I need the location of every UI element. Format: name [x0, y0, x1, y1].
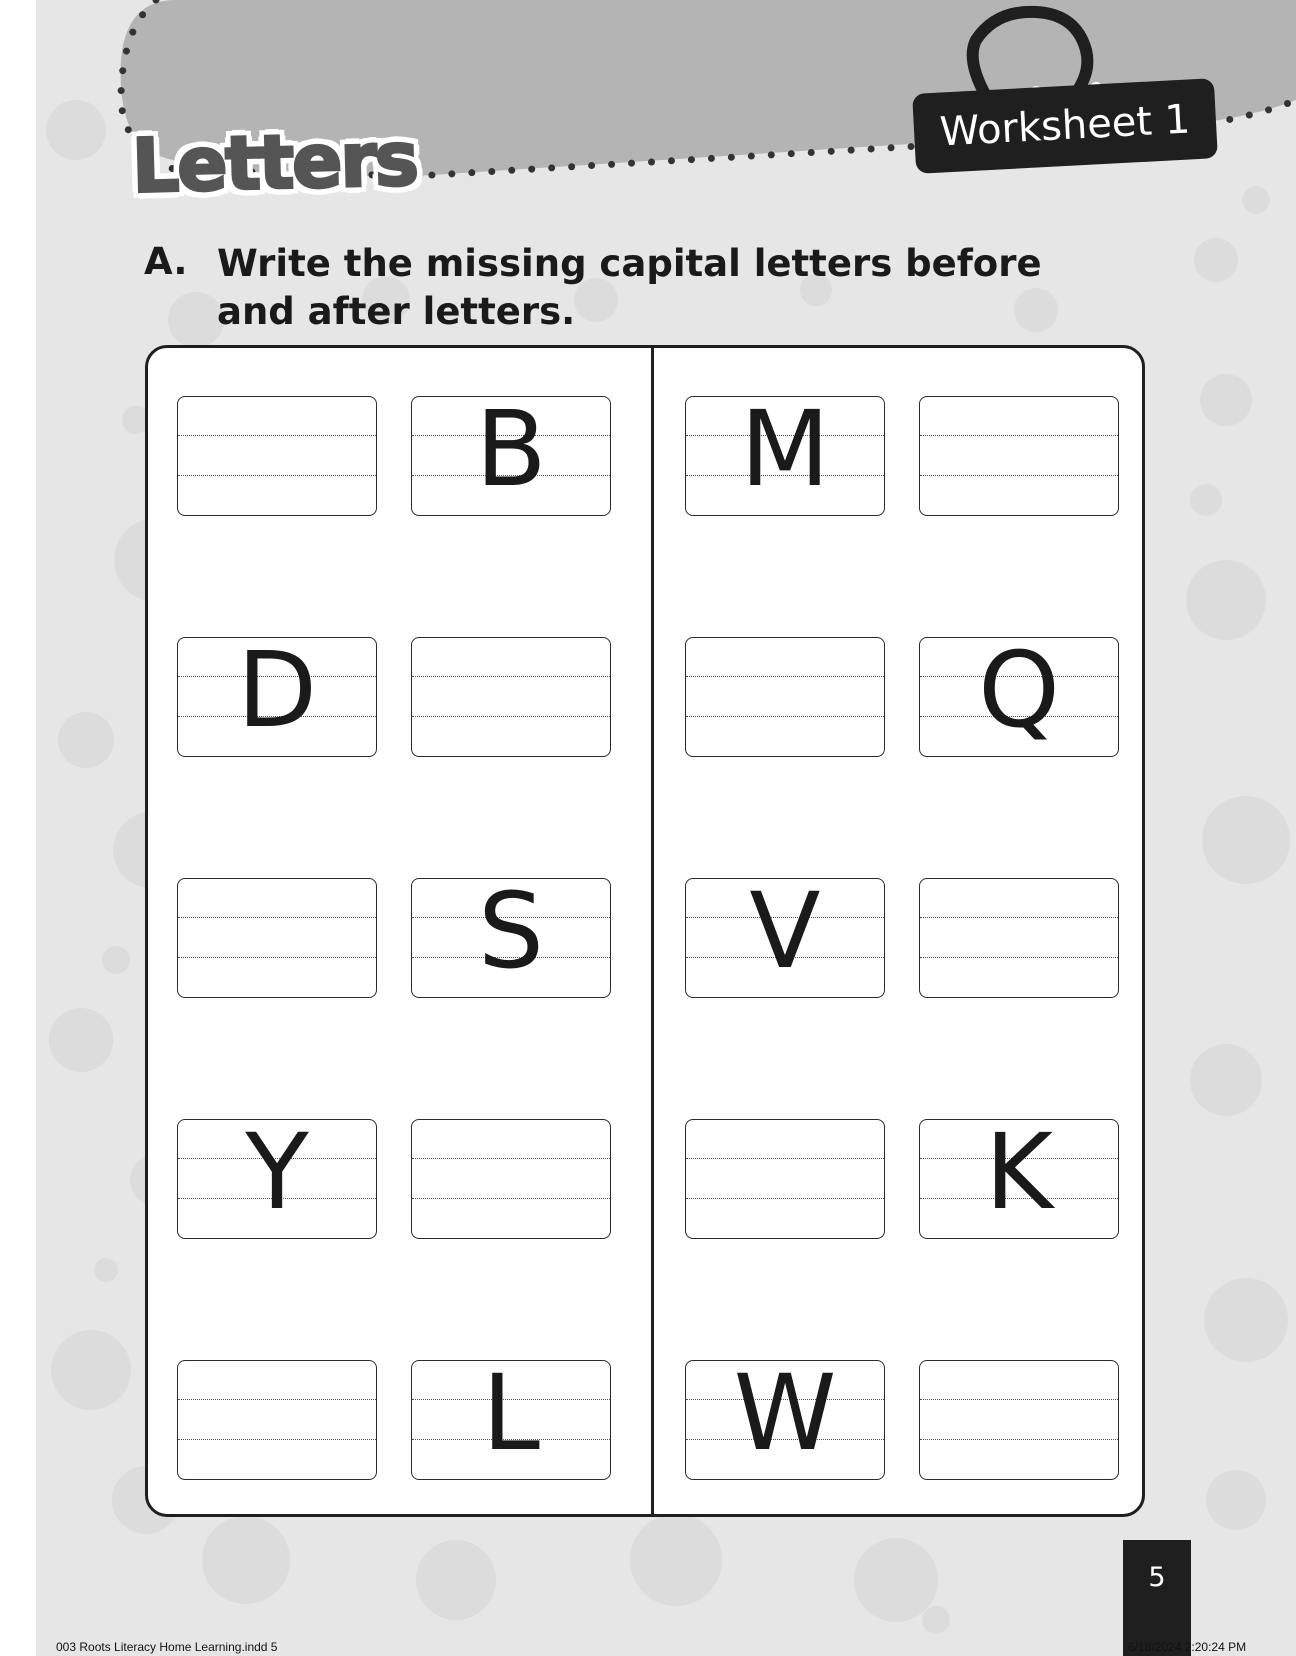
guide-line	[920, 957, 1118, 958]
guide-line	[412, 1198, 610, 1199]
letter-box-given	[919, 1111, 1119, 1239]
given-letter: L	[482, 1352, 540, 1474]
guide-line	[178, 475, 376, 476]
letter-box-blank[interactable]	[919, 878, 1119, 998]
letter-box-given	[919, 629, 1119, 757]
letter-box-blank[interactable]	[919, 396, 1119, 516]
letter-box-given	[411, 388, 611, 516]
letter-box-blank[interactable]	[411, 637, 611, 757]
letter-box-given	[177, 1111, 377, 1239]
guide-line	[686, 676, 884, 677]
guide-line	[920, 917, 1118, 918]
given-letter: D	[236, 629, 318, 751]
guide-line	[686, 716, 884, 717]
guide-line	[178, 1399, 376, 1400]
worksheet-badge	[912, 78, 1218, 174]
letter-box-blank[interactable]	[177, 1360, 377, 1480]
given-letter: M	[740, 388, 830, 510]
given-letter: K	[984, 1111, 1054, 1233]
letter-box-blank[interactable]	[411, 1119, 611, 1239]
instruction-label: A.	[144, 240, 188, 283]
letter-box-given	[177, 629, 377, 757]
letter-box-given	[411, 870, 611, 998]
print-timestamp: 6/18/2024 2:20:24 PM	[1128, 1640, 1247, 1654]
letter-box-blank[interactable]	[177, 396, 377, 516]
guide-line	[178, 1439, 376, 1440]
letter-box-given	[685, 388, 885, 516]
guide-line	[178, 435, 376, 436]
worksheet-page	[36, 0, 1296, 1656]
guide-line	[178, 957, 376, 958]
guide-line	[920, 1399, 1118, 1400]
letter-box-blank[interactable]	[177, 878, 377, 998]
letter-box-blank[interactable]	[919, 1360, 1119, 1480]
instruction-text: Write the missing capital letters before and after letters.	[217, 242, 1042, 333]
given-letter: Y	[245, 1111, 309, 1233]
given-letter: Q	[978, 629, 1060, 751]
worksheet-label: Worksheet 1	[938, 96, 1192, 156]
guide-line	[920, 1439, 1118, 1440]
guide-line	[178, 917, 376, 918]
guide-line	[686, 1158, 884, 1159]
letter-box-blank[interactable]	[685, 637, 885, 757]
given-letter: S	[477, 870, 544, 992]
file-slug: 003 Roots Literacy Home Learning.indd 5	[56, 1640, 278, 1654]
given-letter: V	[749, 870, 821, 992]
given-letter: B	[475, 388, 547, 510]
guide-line	[920, 435, 1118, 436]
panel-divider	[651, 345, 654, 1517]
page-title: Letters	[130, 116, 418, 210]
guide-line	[412, 1158, 610, 1159]
guide-line	[412, 676, 610, 677]
guide-line	[412, 716, 610, 717]
letter-box-blank[interactable]	[685, 1119, 885, 1239]
guide-line	[686, 1198, 884, 1199]
guide-line	[920, 475, 1118, 476]
letter-box-given	[685, 1352, 885, 1480]
letter-box-given	[411, 1352, 611, 1480]
letter-box-given	[685, 870, 885, 998]
page-number: 5	[1123, 1540, 1191, 1656]
given-letter: W	[733, 1352, 837, 1474]
